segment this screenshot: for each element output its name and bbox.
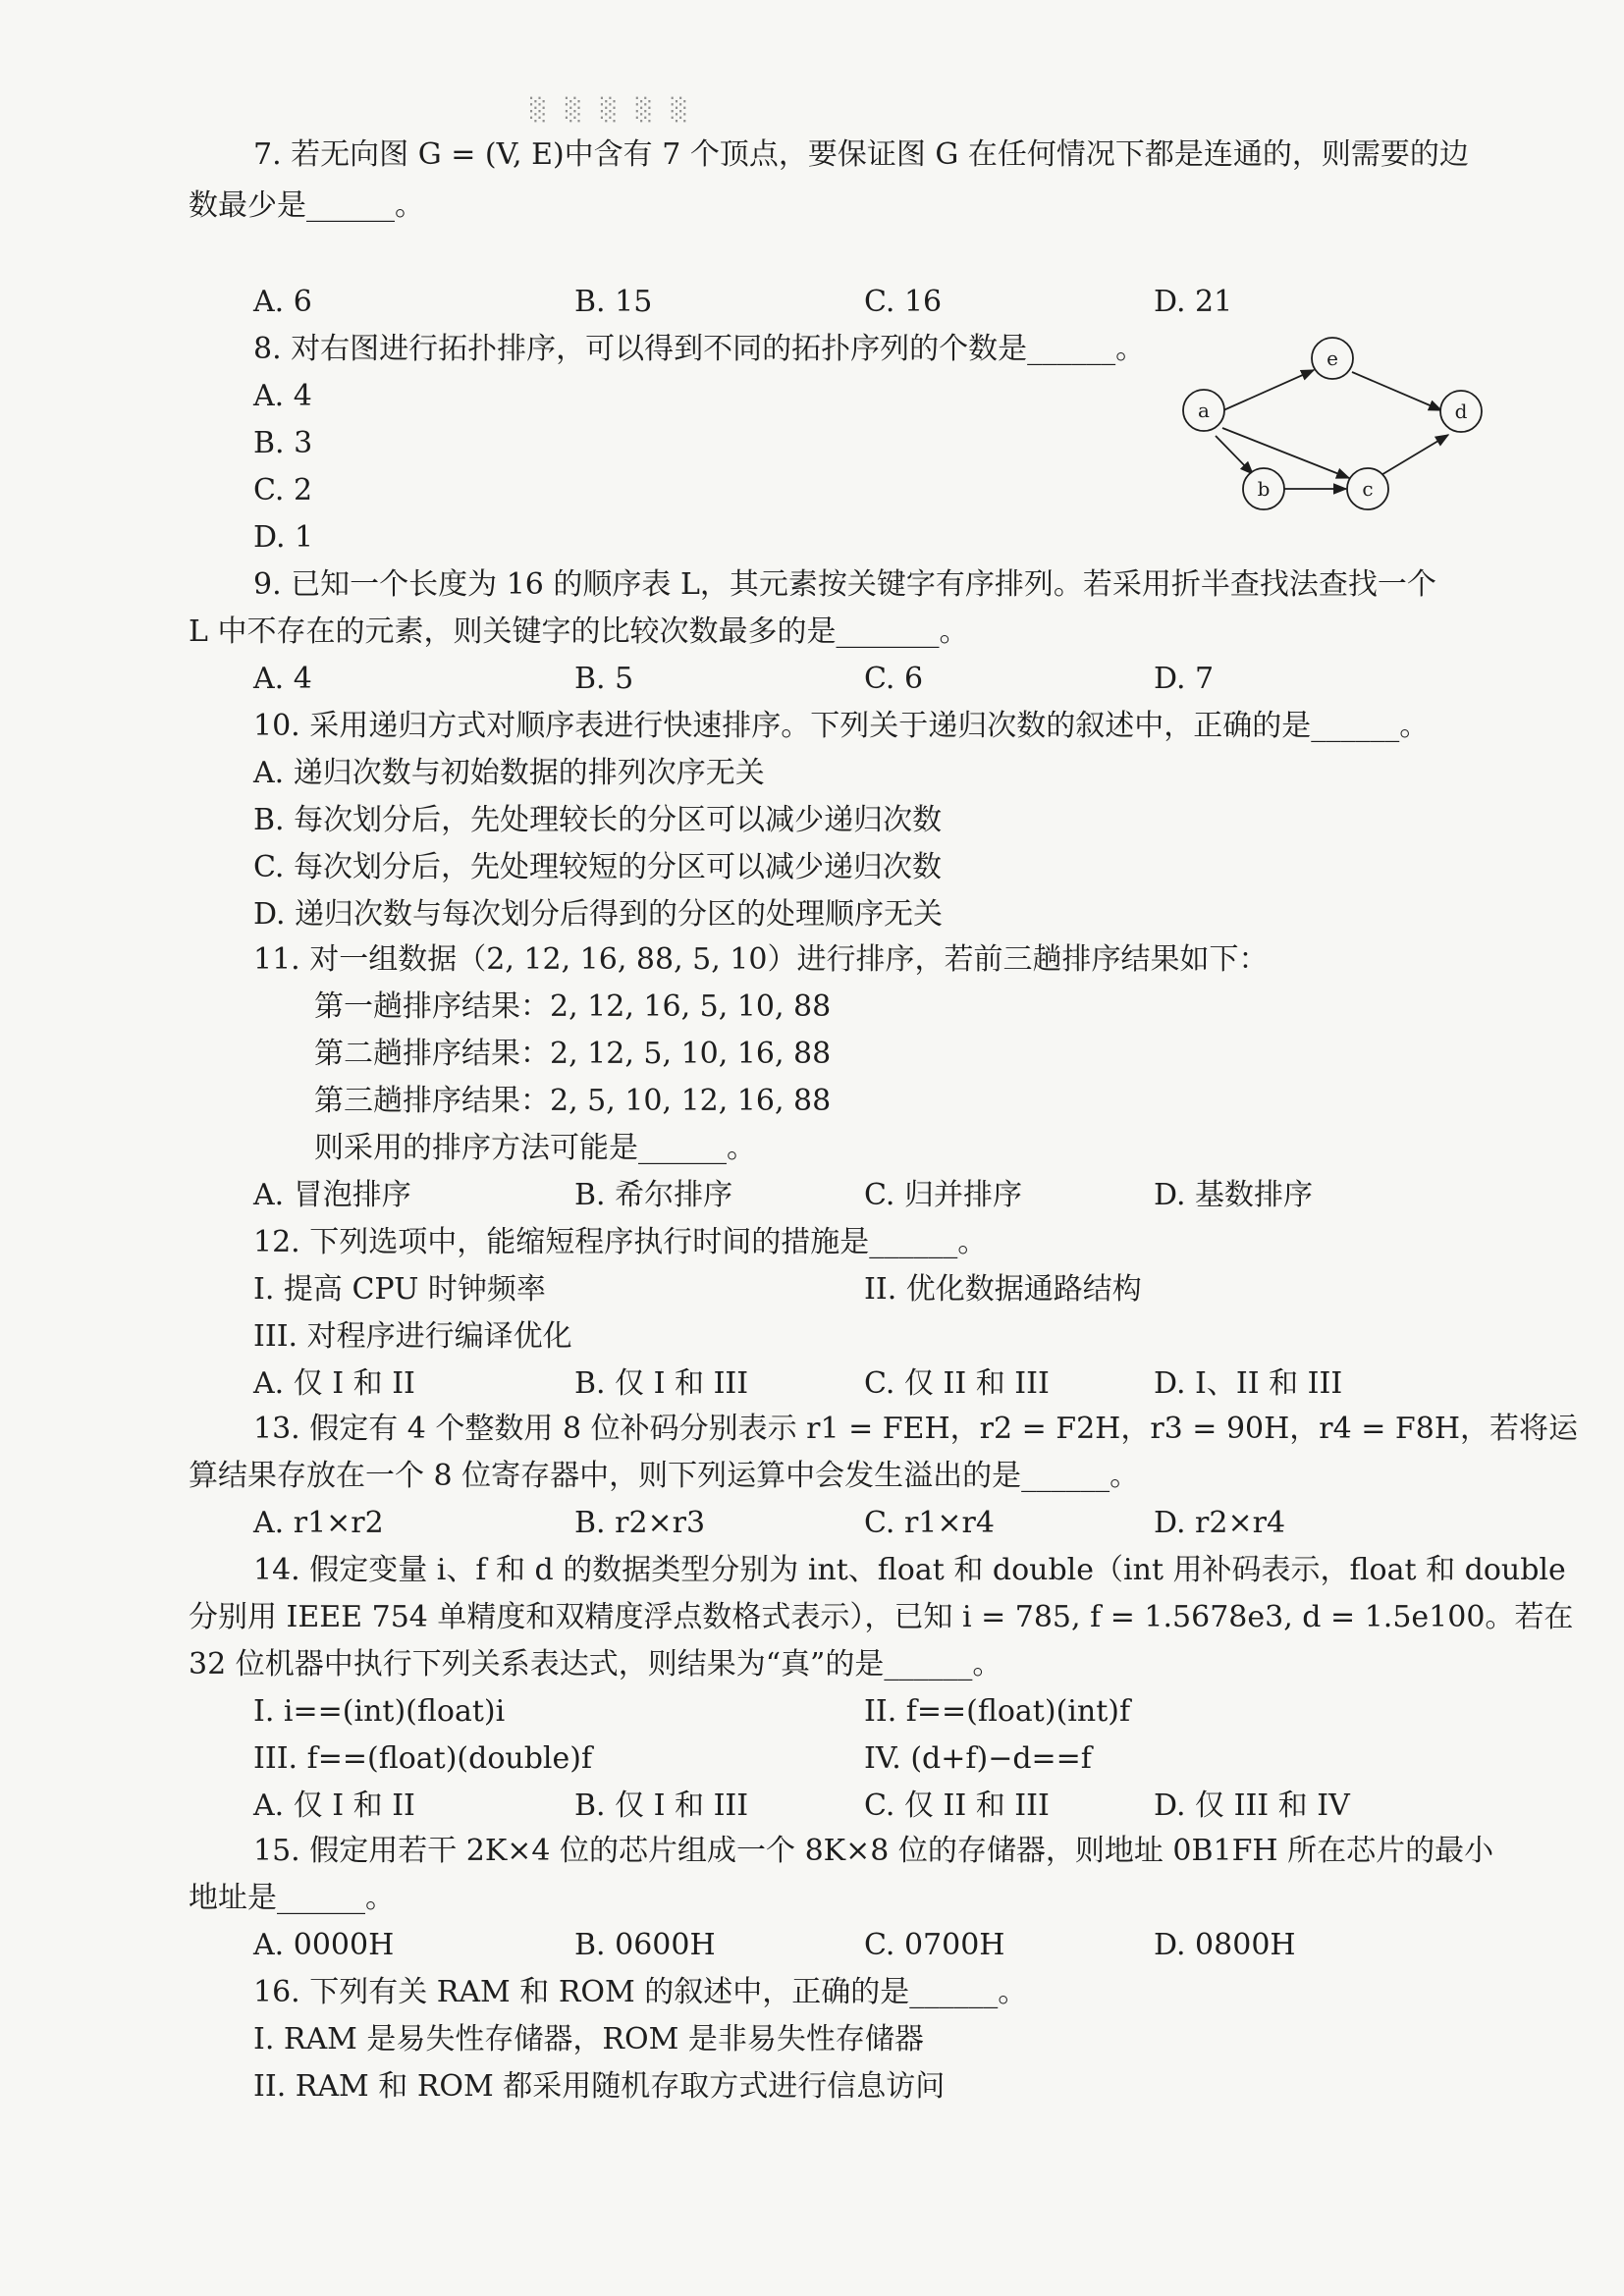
q15-option-a[interactable]: A. 0000H [253,1928,395,1962]
q7-option-b[interactable]: B. 15 [574,285,653,319]
node-a-label: a [1198,399,1210,422]
q11-option-b[interactable]: B. 希尔排序 [574,1178,733,1212]
node-c-label: c [1362,477,1374,501]
q15-option-b[interactable]: B. 0600H [574,1928,716,1962]
q9-option-b[interactable]: B. 5 [574,662,634,696]
q13-option-b[interactable]: B. r2×r3 [574,1506,706,1540]
q9-option-a[interactable]: A. 4 [253,662,312,696]
header-mark: ░ ░ ░ ░ ░ [530,98,694,123]
edge-a-c [1222,428,1349,478]
q13-option-c[interactable]: C. r1×r4 [864,1506,995,1540]
dag-diagram [1168,329,1492,525]
edge-a-b [1216,436,1253,474]
node-a [1183,390,1224,431]
node-c [1347,468,1388,509]
q11-option-d[interactable]: D. 基数排序 [1154,1178,1314,1212]
dag-svg [1168,329,1492,525]
q14-item-1: I. i==(int)(float)i [253,1694,506,1729]
edge-e-d [1352,372,1441,410]
node-e-label: e [1326,347,1338,370]
q12-option-d[interactable]: D. I、II 和 III [1154,1366,1343,1401]
q7-option-d[interactable]: D. 21 [1154,285,1233,319]
q14-option-a[interactable]: A. 仅 I 和 II [253,1789,415,1823]
q14-option-c[interactable]: C. 仅 II 和 III [864,1789,1050,1823]
q11-option-a[interactable]: A. 冒泡排序 [253,1178,411,1212]
edge-a-e [1223,370,1314,410]
q13-option-a[interactable]: A. r1×r2 [253,1506,384,1540]
q7-option-c[interactable]: C. 16 [864,285,943,319]
q9-option-c[interactable]: C. 6 [864,662,924,696]
q15-option-c[interactable]: C. 0700H [864,1928,1005,1962]
q14-option-d[interactable]: D. 仅 III 和 IV [1154,1789,1350,1823]
q11-option-c[interactable]: C. 归并排序 [864,1178,1022,1212]
q12-item-3: III. 对程序进行编译优化 [253,1319,572,1354]
node-b-label: b [1257,477,1271,501]
node-b [1243,468,1284,509]
node-d [1440,391,1482,432]
q14-item-3: III. f==(float)(double)f [253,1741,593,1776]
q12-item-2: II. 优化数据通路结构 [864,1272,1142,1307]
q9-option-d[interactable]: D. 7 [1154,662,1215,696]
q12-option-c[interactable]: C. 仅 II 和 III [864,1366,1050,1401]
q14-item-2: II. f==(float)(int)f [864,1694,1131,1729]
edge-c-d [1380,435,1448,476]
q12-option-b[interactable]: B. 仅 I 和 III [574,1366,749,1401]
q15-option-d[interactable]: D. 0800H [1154,1928,1296,1962]
q13-option-d[interactable]: D. r2×r4 [1154,1506,1286,1540]
node-e [1312,338,1353,379]
q12-option-a[interactable]: A. 仅 I 和 II [253,1366,415,1401]
q7-option-a[interactable]: A. 6 [253,285,312,319]
q12-item-1: I. 提高 CPU 时钟频率 [253,1272,546,1307]
node-d-label: d [1454,400,1468,423]
q14-option-b[interactable]: B. 仅 I 和 III [574,1789,749,1823]
exam-page: ░ ░ ░ ░ ░ 7. 若无向图 G = (V, E)中含有 7 个顶点，要保证图 G 在任何情况下都是连通的，则需要的边 数最少是______。 A. 6 B. 15 C. 16 D. 21 8. 对右图进行拓扑排序，可以得到不同的拓扑序列的个数是______。 A. 4 B. 3 C. 2 D. 1 a e d b c 9. 已知一个长度为 16 的顺序表 L，其元素按关键字有序排列。若采用折半查找法查找一个 L 中不存在的元素，则关键字的比较次数最多的是_______。 A. 4 B. 5 C. 6 D. 7 10. 采用递归方式对顺序表进行快速排序。下列关于递归次数的叙述中，正确的是______。 A. 递归次数与初始数据的排列次序无关 B. 每次划分后，先处理较长的分区可以减少递归次数 C. 每次划分后，先处理较短的分区可以减少递归次数 D. 递归次数与每次划分后得到的分区的处理顺序无关 11. 对一组数据（2, 12, 16, 88, 5, 10）进行排序，若前三趟排序结果如下： 第一趟排序结果：2, 12, 16, 5, 10, 88 第二趟排序结果：2, 12, 5, 10, 16, 88 第三趟排序结果：2, 5, 10, 12, 16, 88 则采用的排序方法可能是______。 A. 冒泡排序 B. 希尔排序 C. 归并排序 D. 基数排序 12. 下列选项中，能缩短程序执行时间的措施是______。 I. 提高 CPU 时钟频率 II. 优化数据通路结构 III. 对程序进行编译优化 A. 仅 I 和 II B. 仅 I 和 III C. 仅 II 和 III D. I、II 和 III 13. 假定有 4 个整数用 8 位补码分别表示 r1 = FEH，r2 = F2H，r3 = 90H，r4 = F8H，若将运 算结果存放在一个 8 位寄存器中，则下列运算中会发生溢出的是______。 A. r1×r2 B. r2×r3 C. r1×r4 D. r2×r4 14. 假定变量 i、f 和 d 的数据类型分别为 int、float 和 double（int 用补码表示，float 和 double 分别用 IEEE 754 单精度和双精度浮点数格式表示），已知 i = 785, f = 1.5678e3, d = 1.5e100。若在 32 位机器中执行下列关系表达式，则结果为“真”的是______。 I. i==(int)(float)i II. f==(float)(int)f III. f==(float)(double)f IV. (d+f)−d==f A. 仅 I 和 II B. 仅 I 和 III C. 仅 II 和 III D. 仅 III 和 IV 15. 假定用若干 2K×4 位的芯片组成一个 8K×8 位的存储器，则地址 0B1FH 所在芯片的最小 地址是______。 A. 0000H B. 0600H C. 0700H D. 0800H 16. 下列有关 RAM 和 ROM 的叙述中，正确的是______。 I. RAM 是易失性存储器，ROM 是非易失性存储器 II. RAM 和 ROM 都采用随机存取方式进行信息访问 [189,98,1578,2104]
q14-item-4: IV. (d+f)−d==f [864,1741,1092,1776]
